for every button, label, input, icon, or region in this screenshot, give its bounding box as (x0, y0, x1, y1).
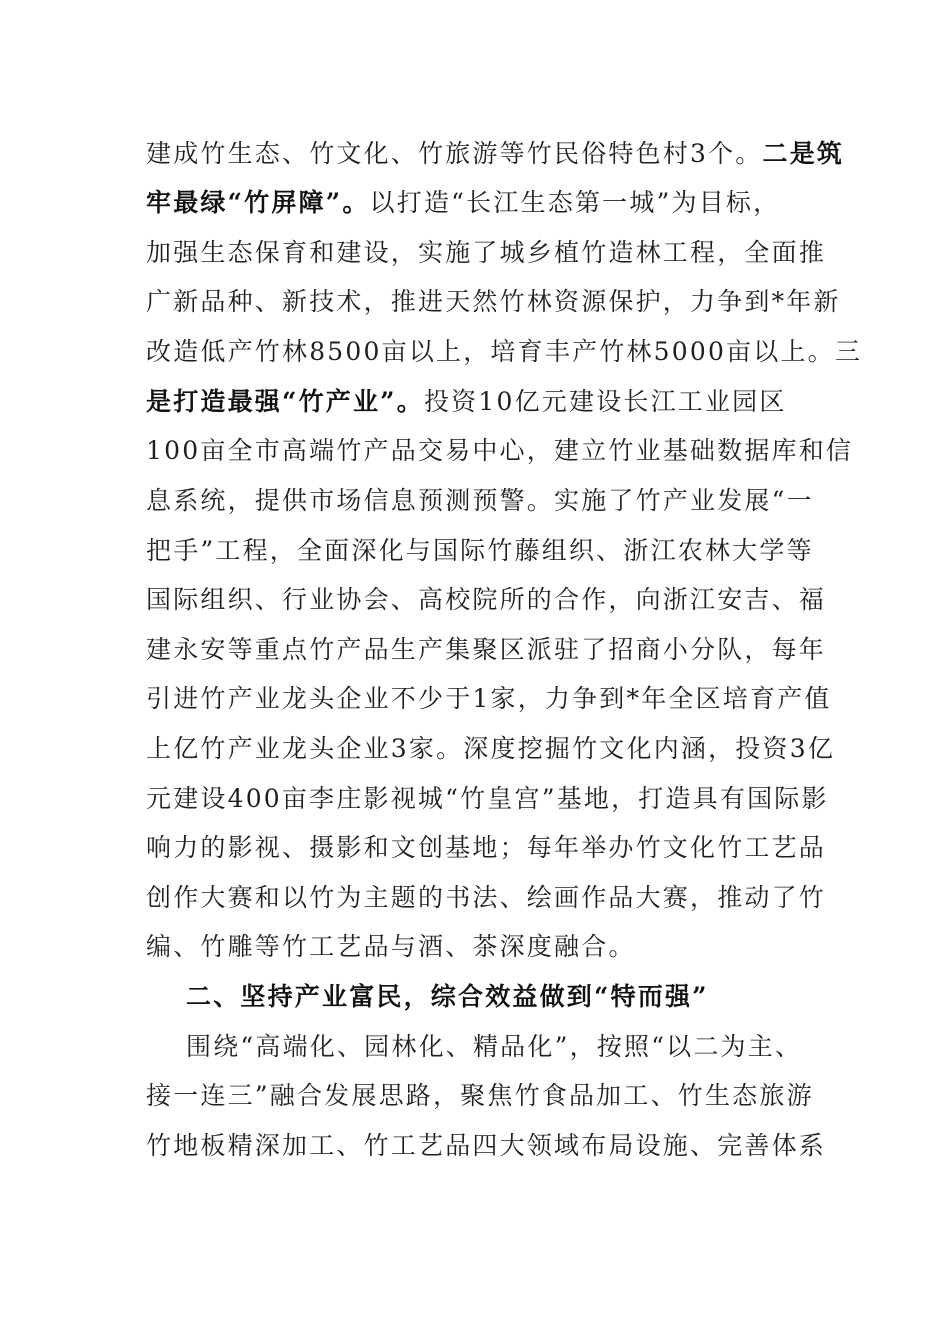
section-heading (186, 977, 709, 1017)
body-text: 建永安等重点竹产品生产集聚区派驻了招商小分队，每年 (146, 635, 827, 664)
paragraph-line (146, 332, 862, 372)
paragraph-line (146, 1126, 826, 1166)
body-text: 竹地板精深加工、竹工艺品四大领域布局设施、完善体系 (146, 1131, 827, 1160)
body-text: 100亩全市高端竹产品交易中心，建立竹业基础数据库和信 (146, 436, 854, 465)
section-heading-text: 二、坚持产业富民，综合效益做到“特而强” (186, 982, 709, 1011)
paragraph-line (146, 431, 853, 471)
body-text: 编、竹雕等竹工艺品与酒、茶深度融合。 (146, 932, 636, 961)
body-text: 改造低产竹林8500亩以上，培育丰产竹林5000亩以上。三 (146, 337, 863, 366)
body-text: 元建设400亩李庄影视城“竹皇宫”基地，打造具有国际影 (146, 784, 829, 813)
bold-subheading: 牢最绿“竹屏障”。 (146, 188, 370, 217)
paragraph-line (146, 134, 844, 174)
body-text: 引进竹产业龙头企业不少于1家，力争到*年全区培育产值 (146, 684, 832, 713)
body-text: 以打造“长江生态第一城”为目标， (369, 188, 781, 217)
paragraph-line (186, 1027, 802, 1067)
paragraph-line (146, 1076, 814, 1116)
body-text: 围绕“高端化、园林化、精品化”，按照“以二为主、 (186, 1032, 803, 1061)
body-text: 响力的影视、摄影和文创基地；每年举办竹文化竹工艺品 (146, 833, 827, 862)
body-text: 建成竹生态、竹文化、竹旅游等竹民俗特色村3个。 (146, 139, 763, 168)
paragraph-line (146, 282, 841, 322)
body-text: 投资10亿元建设长江工业园区 (423, 387, 787, 416)
body-text: 上亿竹产业龙头企业3家。深度挖掘竹文化内涵，投资3亿 (146, 734, 836, 763)
paragraph-line (146, 927, 636, 967)
body-text: 接一连三”融合发展思路，聚焦竹食品加工、竹生态旅游 (146, 1081, 814, 1110)
bold-subheading: 是打造最强“竹产业”。 (146, 387, 424, 416)
body-text: 息系统，提供市场信息预测预警。实施了竹产业发展“一 (146, 486, 814, 515)
body-text: 创作大赛和以竹为主题的书法、绘画作品大赛，推动了竹 (146, 883, 827, 912)
paragraph-line (146, 878, 826, 918)
paragraph-line (146, 630, 826, 670)
paragraph-line (146, 779, 829, 819)
paragraph-line (146, 382, 787, 422)
body-text: 加强生态保育和建设，实施了城乡植竹造林工程，全面推 (146, 238, 827, 267)
paragraph-line (146, 580, 826, 620)
paragraph-line (146, 729, 835, 769)
paragraph-line (146, 233, 826, 273)
body-text: 国际组织、行业协会、高校院所的合作，向浙江安吉、福 (146, 585, 827, 614)
paragraph-line (146, 481, 814, 521)
paragraph-line (146, 183, 780, 223)
bold-subheading: 二是筑 (762, 139, 845, 168)
paragraph-line (146, 828, 826, 868)
body-text: 把手”工程，全面深化与国际竹藤组织、浙江农林大学等 (146, 536, 814, 565)
paragraph-line (146, 679, 832, 719)
body-text: 广新品种、新技术，推进天然竹林资源保护，力争到*年新 (146, 287, 841, 316)
paragraph-line (146, 531, 814, 571)
